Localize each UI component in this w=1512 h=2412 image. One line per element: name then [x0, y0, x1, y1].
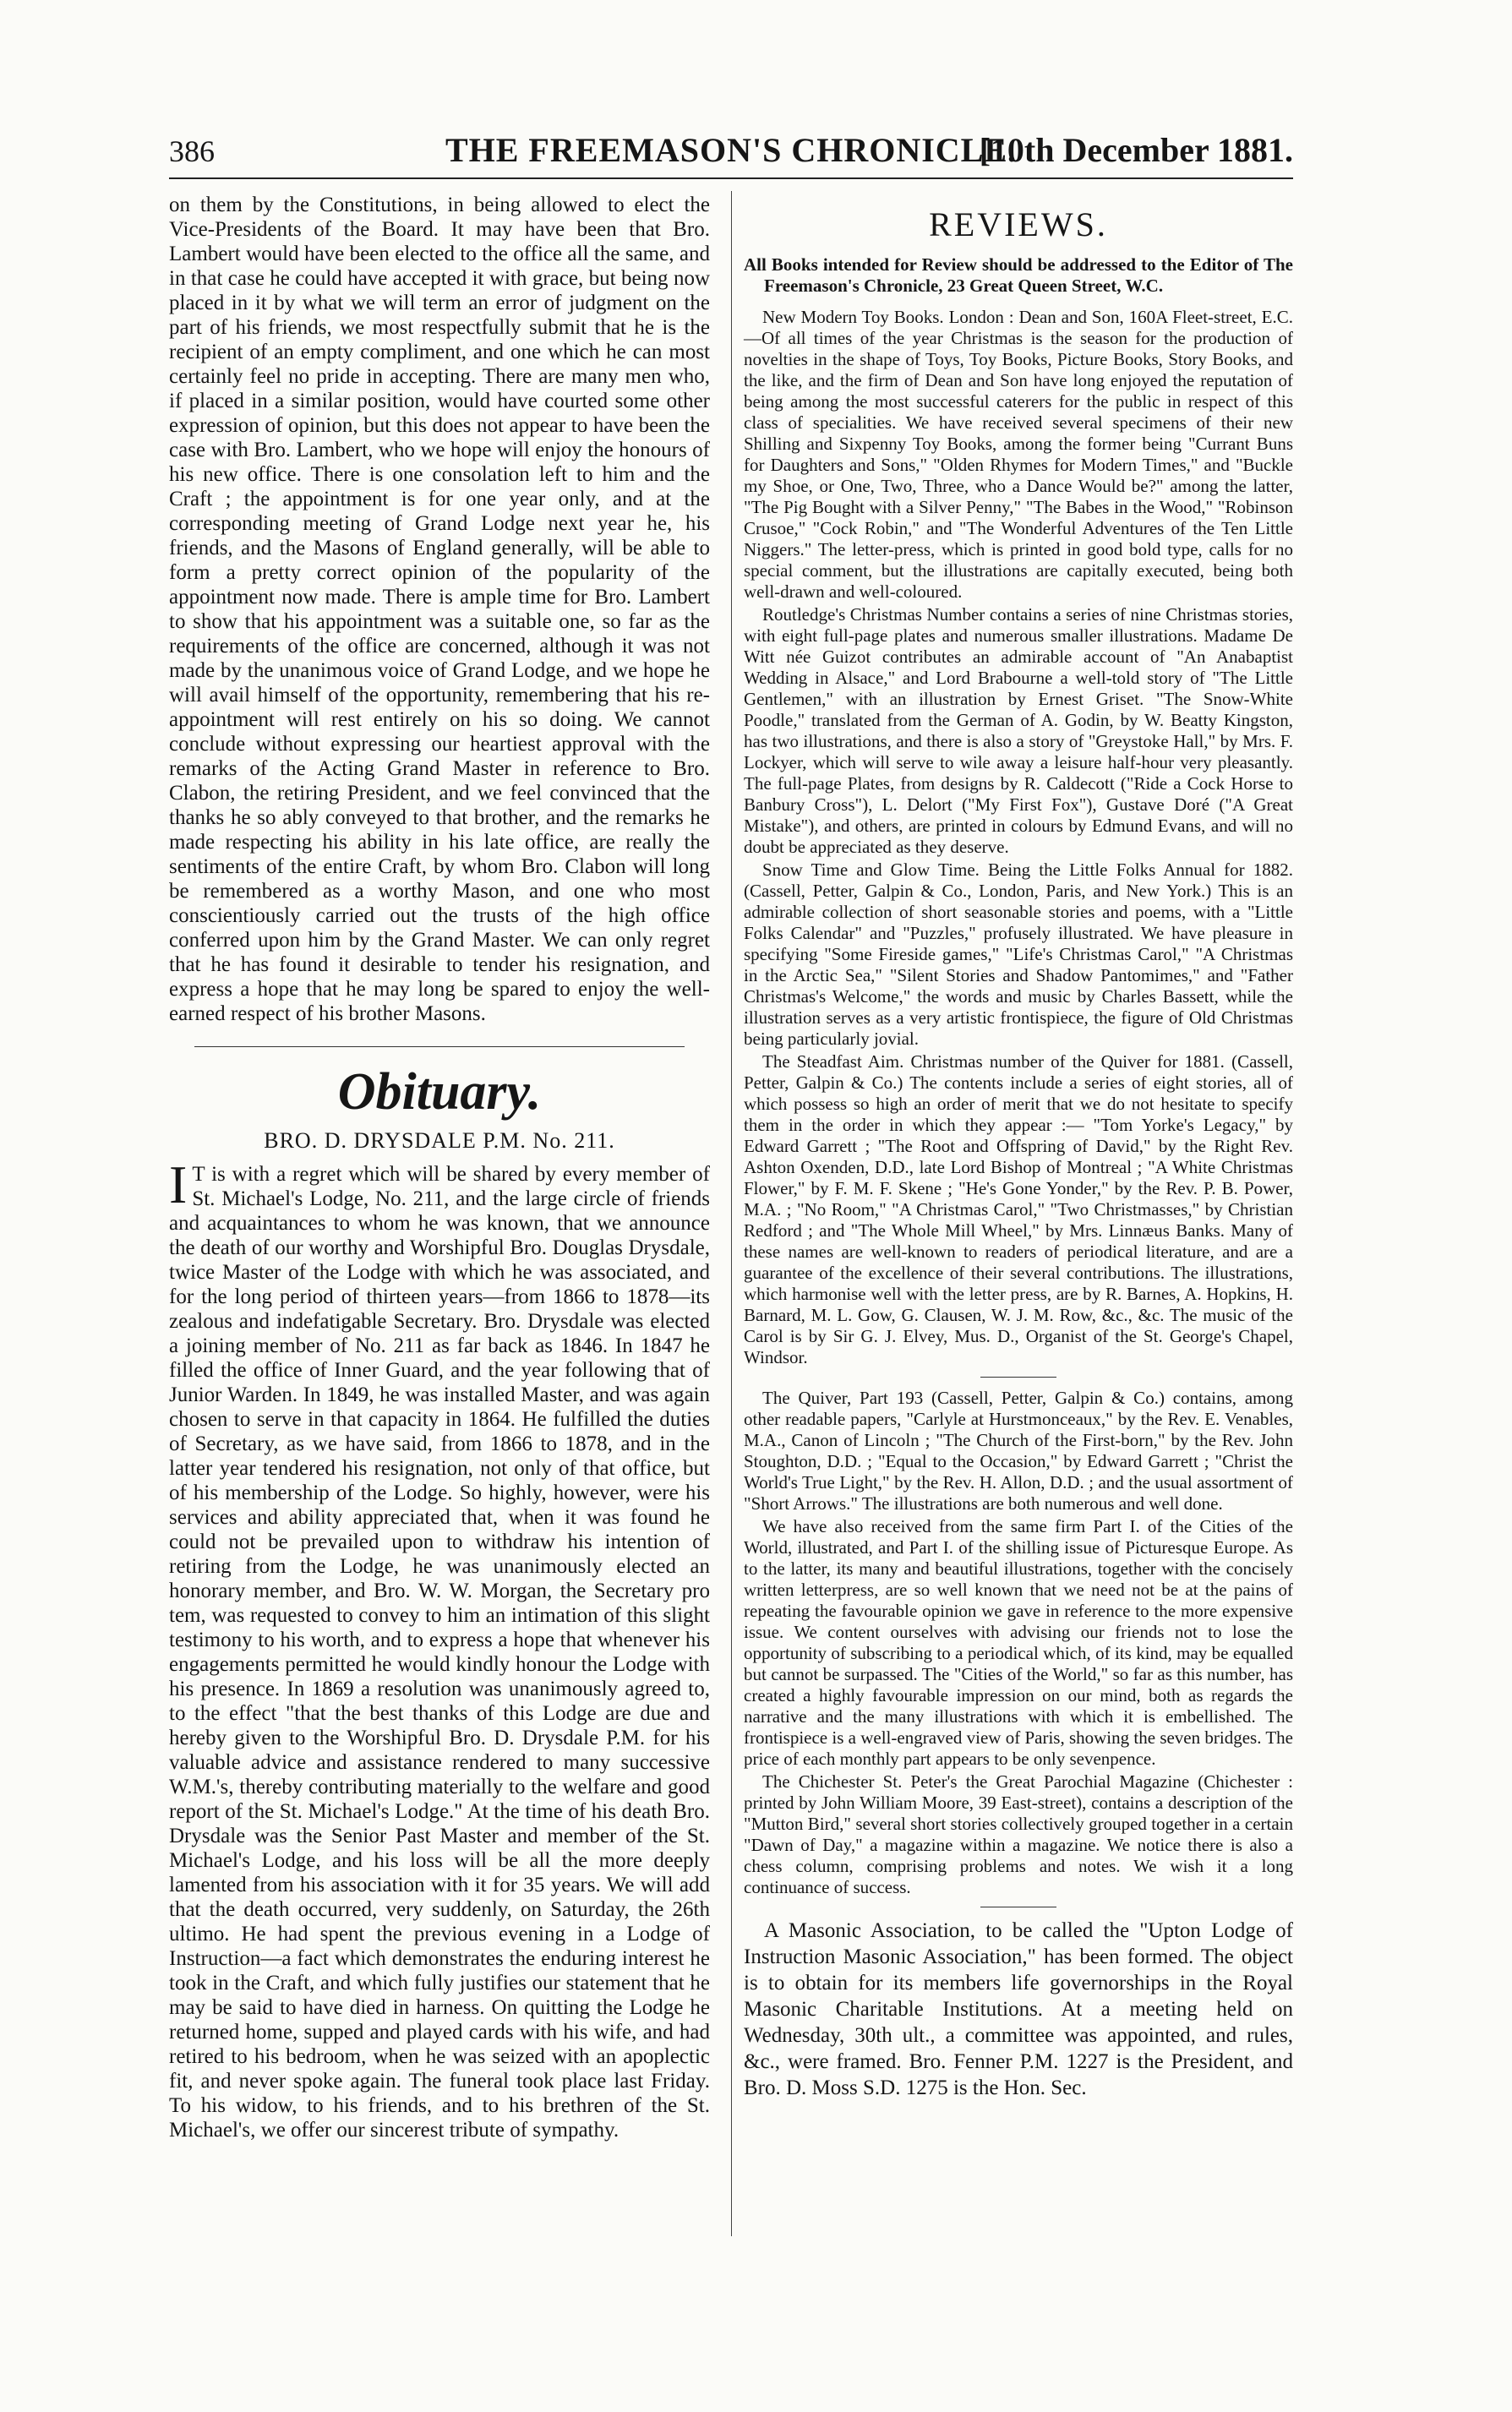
- column-divider: [731, 191, 732, 2236]
- review-cities-of-world: We have also received from the same firm Part I. of the Cities of the World, illustrated, and Part I. of the shilling issue of Picturesque Europe. As to the latter, its many and beautiful illustrations, together with the concisely written letterpress, are so well known that we need not be at the pains of repeating the favourable opinion we gave in reference to the more expensive issue. We content ourselves with advising our friends not to lose the opportunity of subscribing to a periodical which, of its kind, may be equalled but cannot be surpassed. The "Cities of the World," so far as this number, has created a highly favourable impression on our mind, both as regards the narrative and the many illustrations with which it is embellished. The frontispiece is a well-engraved view of Paris, showing the seven bridges. The price of each monthly part appears to be only sevenpence.: [744, 1516, 1293, 1769]
- left-column: [169, 193, 710, 2142]
- obituary-heading: Obituary.: [337, 1063, 542, 1121]
- obituary-subhead: BRO. D. DRYSDALE P.M. No. 211.: [264, 1128, 615, 1153]
- upton-lodge-notice: A Masonic Association, to be called the "Upton Lodge of Instruction Masonic Association," has been formed. The object is to obtain for its members life governorships in the Royal Masonic Charitable Institutions. At a meeting held on Wednesday, 30th ult., a committee was appointed, and rules, &c., were framed. Bro. Fenner P.M. 1227 is the President, and Bro. D. Moss S.D. 1275 is the Hon. Sec.: [744, 1919, 1293, 2099]
- review-quiver: The Quiver, Part 193 (Cassell, Petter, Galpin & Co.) contains, among other readable papers, "Carlyle at Hurstmonceaux," by the Rev. E. Venables, M.A., Canon of Lincoln ; "The Church of the First-born," by the Rev. John Stoughton, D.D. ; "Equal to the Occasion," by Edward Garrett ; "Christ the World's True Light," by the Rev. H. Allon, D.D. ; and the usual assortment of "Short Arrows." The illustrations are both numerous and well done.: [744, 1388, 1293, 1514]
- review-routledge: Routledge's Christmas Number contains a series of nine Christmas stories, with eight full-page plates and numerous smaller illustrations. Madame De Witt née Guizot contributes an admirable account of "An Anabaptist Wedding in Alsace," and Lord Brabourne a well-told story of "The Little Gentlemen," with an illustration by Ernest Griset. "The Snow-White Poodle," translated from the German of A. Godin, by W. Beatty Kingston, has two illustrations, and there is also a story of "Greystoke Hall," by Mrs. F. Lockyer, which will serve to wile away a leisure half-hour very pleasantly. The full-page Plates, from designs by R. Caldecott ("Ride a Cock Horse to Banbury Cross"), L. Delort ("My First Fox"), Gustave Doré ("A Great Mistake"), and others, are printed in colours by Edmund Evans, and will no doubt be appreciated as they deserve.: [744, 604, 1293, 857]
- right-column: [744, 193, 1293, 2101]
- section-divider: [194, 1046, 685, 1047]
- issue-date: [10th December 1881.: [979, 131, 1293, 169]
- review-divider: [980, 1377, 1056, 1378]
- review-little-folks: Snow Time and Glow Time. Being the Little Folks Annual for 1882. (Cassell, Petter, Galpin & Co., London, Paris, and New York.) This is an admirable collection of short seasonable stories and poems, with a "Little Folks Calendar" and "Puzzles," profusely illustrated. We have pleasure in specifying "Some Fireside games," "Life's Christmas Carol," "A Christmas in the Arctic Sea," "Silent Stories and Shadow Pantomimes," and "Father Christmas's Welcome," the words and music by Charles Bassett, while the illustration serves as a very artistic frontispiece, the figure of Old Christmas being particularly jovial.: [744, 859, 1293, 1049]
- article-continuation: on them by the Constitutions, in being allowed to elect the Vice-Presidents of the Board. It may have been that Bro. Lambert would have been elected to the office all the same, and in that case he could have accepted it with grace, but being now placed in it by what we will term an error of judgment on the part of his friends, we most respectfully submit that he is the recipient of an empty compliment, and one which he can most certainly feel no pride in accepting. There are many men who, if placed in a similar position, would have courted some other expression of opinion, but this does not appear to have been the case with Bro. Lambert, who we hope will enjoy the honours of his new office. There is one consolation left to him and the Craft ; the appointment is for one year only, and at the corresponding meeting of Grand Lodge next year he, his friends, and the Masons of England generally, will be able to form a pretty correct opinion of the popularity of the appointment now made. There is ample time for Bro. Lambert to show that his appointment was a suitable one, so far as the requirements of the office are concerned, although it was not made by the unanimous voice of Grand Lodge, and we hope he will avail himself of the opportunity, remembering that his re-appointment will rest entirely on his so doing. We cannot conclude without expressing our heartiest approval with the remarks of the Acting Grand Master in reference to Bro. Clabon, the retiring President, and we feel convinced that the thanks he so ably conveyed to that brother, and the remarks he made respecting his ability in his late office, are really the sentiments of the entire Craft, by whom Bro. Clabon will long be remembered as a worthy Mason, and one who most conscientiously carried out the trusts of the high office conferred upon him by the Grand Master. We can only regret that he has found it desirable to tender his resignation, and express a hope that he may long be spared to enjoy the well-earned respect of his brother Masons.: [169, 194, 710, 1025]
- publication-title: THE FREEMASON'S CHRONICLE.: [445, 131, 1018, 169]
- review-chichester-magazine: The Chichester St. Peter's the Great Parochial Magazine (Chichester : printed by John William Moore, 39 East-street), contains a description of the "Mutton Bird," several short stories collectively grouped together in a certain "Dawn of Day," a magazine within a magazine. We notice there is also a chess column, comprising problems and notes. We wish it a long continuance of success.: [744, 1771, 1293, 1897]
- obituary-text: IT is with a regret which will be shared by every member of St. Michael's Lodge, No. 211, and the large circle of friends and acquaintances to whom he was known, that we announce the death of our worthy and Worshipful Bro. Douglas Drysdale, twice Master of the Lodge with which he was associated, and for the long period of thirteen years—from 1866 to 1878—its zealous and indefatigable Secretary. Bro. Drysdale was elected a joining member of No. 211 as far back as 1846. In 1847 he filled the office of Inner Guard, and the year following that of Junior Warden. In 1849, he was installed Master, and was again chosen to serve in that capacity in 1864. He fulfilled the duties of Secretary, as we have said, from 1866 to 1878, and in the latter year tendered his resignation, not only of that office, but of his membership of the Lodge. So highly, however, were his services and ability appreciated that, when it was found he could not be prevailed upon to withdraw his intention of retiring from the Lodge, he was unanimously elected an honorary member, and Bro. W. W. Morgan, the Secretary pro tem, was requested to convey to him an intimation of this slight testimony to his worth, and to express a hope that whenever his engagements permitted he would kindly honour the Lodge with his presence. In 1869 a resolution was unanimously agreed to, to the effect "that the best thanks of this Lodge are due and hereby given to the Worshipful Bro. D. Drysdale P.M. for his valuable advice and assistance rendered to many successive W.M.'s, thereby contributing materially to the welfare and good report of the St. Michael's Lodge." At the time of his death Bro. Drysdale was the Senior Past Master and member of the St. Michael's Lodge, and his loss will be all the more deeply lamented from his association with it for 35 years. We will add that the death occurred, very suddenly, on Saturday, the 26th ultimo. He had spent the previous evening in a Lodge of Instruction—a fact which demonstrates the enduring interest he took in the Craft, and which fully justifies our statement that he may be said to have died in harness. On quitting the Lodge he returned home, supped and played cards with his wife, and had retired to his bedroom, when he was seized with an apoplectic fit, and never spoke again. The funeral took place last Friday. To his widow, to his friends, and to his brethren of the St. Michael's, we offer our sincerest tribute of sympathy.: [169, 1154, 710, 2142]
- review-dean-toy-books: New Modern Toy Books. London : Dean and Son, 160A Fleet-street, E.C.—Of all times of the year Christmas is the season for the production of novelties in the shape of Toys, Toy Books, Picture Books, Story Books, and the like, and the firm of Dean and Son have long enjoyed the reputation of being among the most successful caterers for the public in respect of this class of specialities. We have received several specimens of their new Shilling and Sixpenny Toy Books, among the former being "Currant Buns for Daughters and Sons," "Olden Rhymes for Modern Times," and "Buckle my Shoe, or One, Two, Three, who a Dance Would be?" among the latter, "The Pig Bought with a Silver Penny," "The Babes in the Wood," "Robinson Crusoe," "Cock Robin," and "The Wonderful Adventures of the Ten Little Niggers." The letter-press, which is printed in good bold type, calls for no special comment, but the illustrations are capitally executed, being both well-drawn and well-coloured.: [744, 307, 1293, 602]
- page-number: 386: [169, 134, 215, 168]
- review-steadfast-aim: The Steadfast Aim. Christmas number of the Quiver for 1881. (Cassell, Petter, Galpin & Co.) The contents include a series of eight stories, all of which possess so high an order of merit that we do not hesitate to specify them in the order in which they appear :— "Tom Yorke's Legacy," by Edward Garrett ; "The Root and Offspring of David," by the Right Rev. Ashton Oxenden, D.D., late Lord Bishop of Montreal ; "A White Christmas Flower," by F. M. F. Skene ; "He's Gone Yonder," by the Rev. P. B. Power, M.A. ; "No Room," "A Christmas Carol," "Two Christmasses," by Christian Redford ; and "The Whole Mill Wheel," by Mrs. Linnæus Banks. Many of these names are well-known to readers of periodical literature, and are a guarantee of the excellence of their several contributions. The illustrations, which harmonise well with the letter press, are by R. Barnes, A. Hopkins, H. Barnard, M. L. Gow, G. Clausen, W. J. M. Row, &c., &c. The music of the Carol is by Sir G. J. Elvey, Mus. D., Organist of the St. George's Chapel, Windsor.: [744, 1051, 1293, 1367]
- reviews-notice: All Books intended for Review should be addressed to the Editor of The Freemason's Chronicle, 23 Great Queen Street, W.C.: [744, 254, 1293, 296]
- masthead: [169, 125, 1293, 179]
- reviews-heading: REVIEWS.: [929, 205, 1108, 243]
